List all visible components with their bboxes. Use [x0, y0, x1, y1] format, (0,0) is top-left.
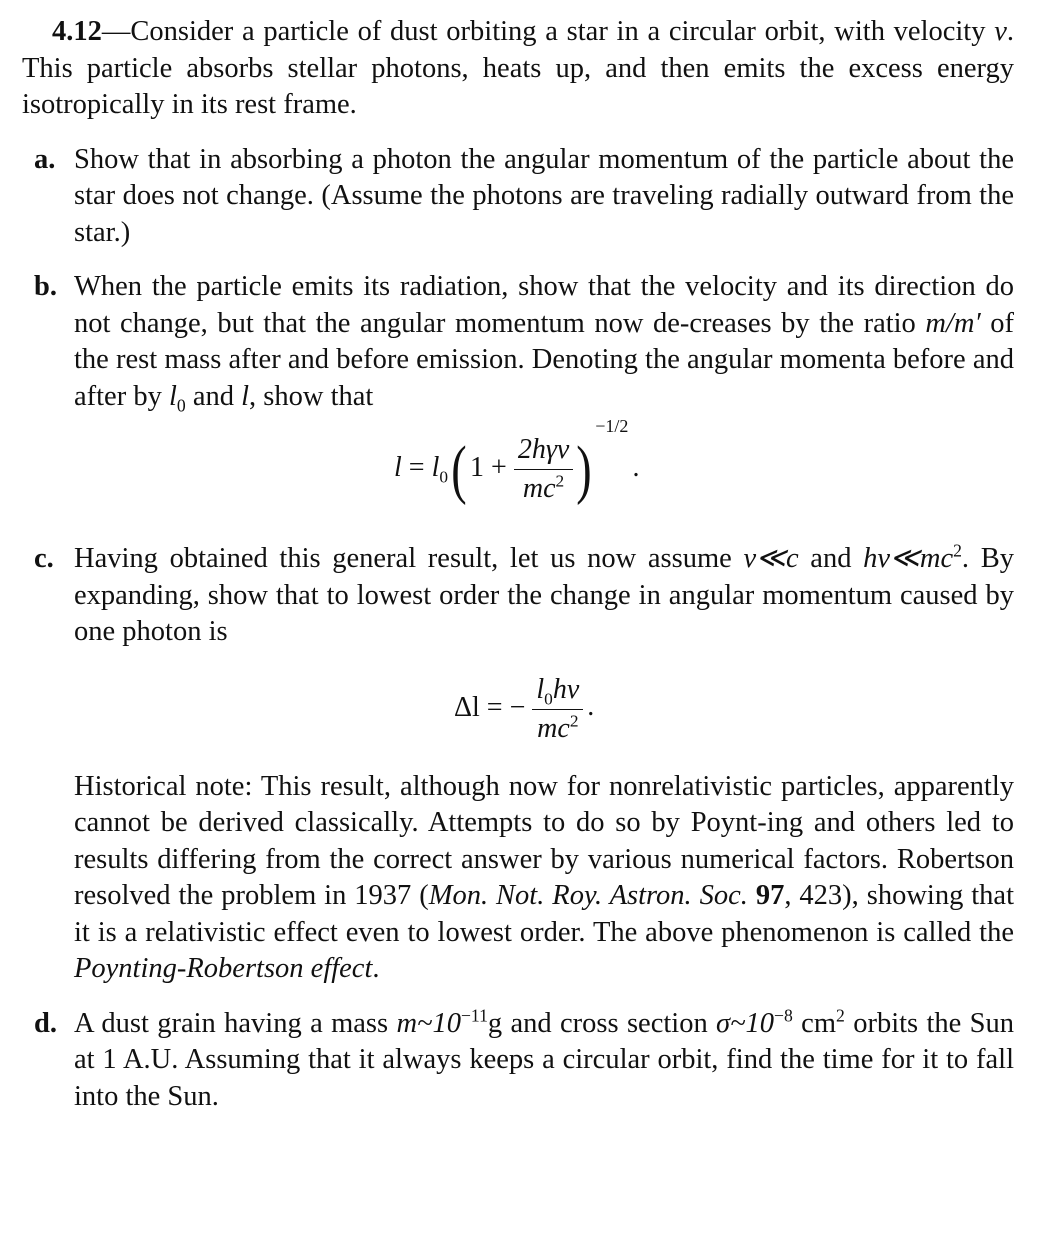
problem-page	[22, 14, 1014, 1115]
part-d-label: d.	[34, 1007, 57, 1039]
part-a-text: Show that in absorbing a photon the angular momentum of the particle about the star does not change. (Assume the photons are traveling radially outward from the star.)	[74, 143, 1014, 248]
part-a-label: a.	[34, 143, 56, 175]
part-c-label: c.	[34, 543, 54, 574]
part-c: c. Having obtained this general result, let us now assume v≪c and $h\nu≪mc^2$. By expanding, show that to lowest order the change in angular momentum caused by one photon is	[34, 540, 1014, 647]
equation-delta-l-fraction: $\frac{l_0h\nu}{mc^2}$	[532, 673, 583, 746]
equation-l-fraction: $\frac{\text{2hγν}}{mc^2}$	[514, 433, 573, 506]
part-b: b. When the particle emits its radiation, show that the velocity and its direction do not change, but that the angular momentum now de-creases by the ratio m/m′ of the rest mass after and before emission. Denoting the angular momenta before and after by $l_0$ and l, show that	[34, 271, 1014, 416]
problem-number: 4.12	[52, 16, 102, 47]
part-a	[22, 142, 1014, 252]
part-b-label: b.	[34, 271, 57, 302]
equation-delta-l: Δl = − $\frac{l_0h\nu}{mc^2}$ .	[454, 673, 595, 744]
historical-note: Historical note: This result, although now for nonrelativistic particles, apparently cannot be derived classically. Attempts to do so by Poynt-ing and others led to results differing from the correct answer by various numerical factors. Robertson resolved the problem in 1937 (Mon. Not. Roy. Astron. Soc. 97, 423), showing that it is a relativistic effect even to lowest order. The above phenomenon is called the Poynting-Robertson effect.	[74, 770, 1014, 984]
problem-intro: 4.12—Consider a particle of dust orbiting a star in a circular orbit, with velocity v. This particle absorbs stellar photons, heats up, and then emits the excess energy isotropically in its rest frame.	[22, 16, 1014, 120]
part-d: d. A dust grain having a mass $m\sim 10^{-11}g$ and cross section $\sigma\sim 10^{-8}$ $cm^2$ orbits the Sun at 1 A.U. Assuming that it always keeps a circular orbit, find the time for it to fall into the Sun.	[34, 1005, 1014, 1112]
equation-l: $l = l_0$( 1 + $\frac{\text{2hγν}}{mc^2}$ )$^{-1/2}$.	[394, 415, 640, 506]
